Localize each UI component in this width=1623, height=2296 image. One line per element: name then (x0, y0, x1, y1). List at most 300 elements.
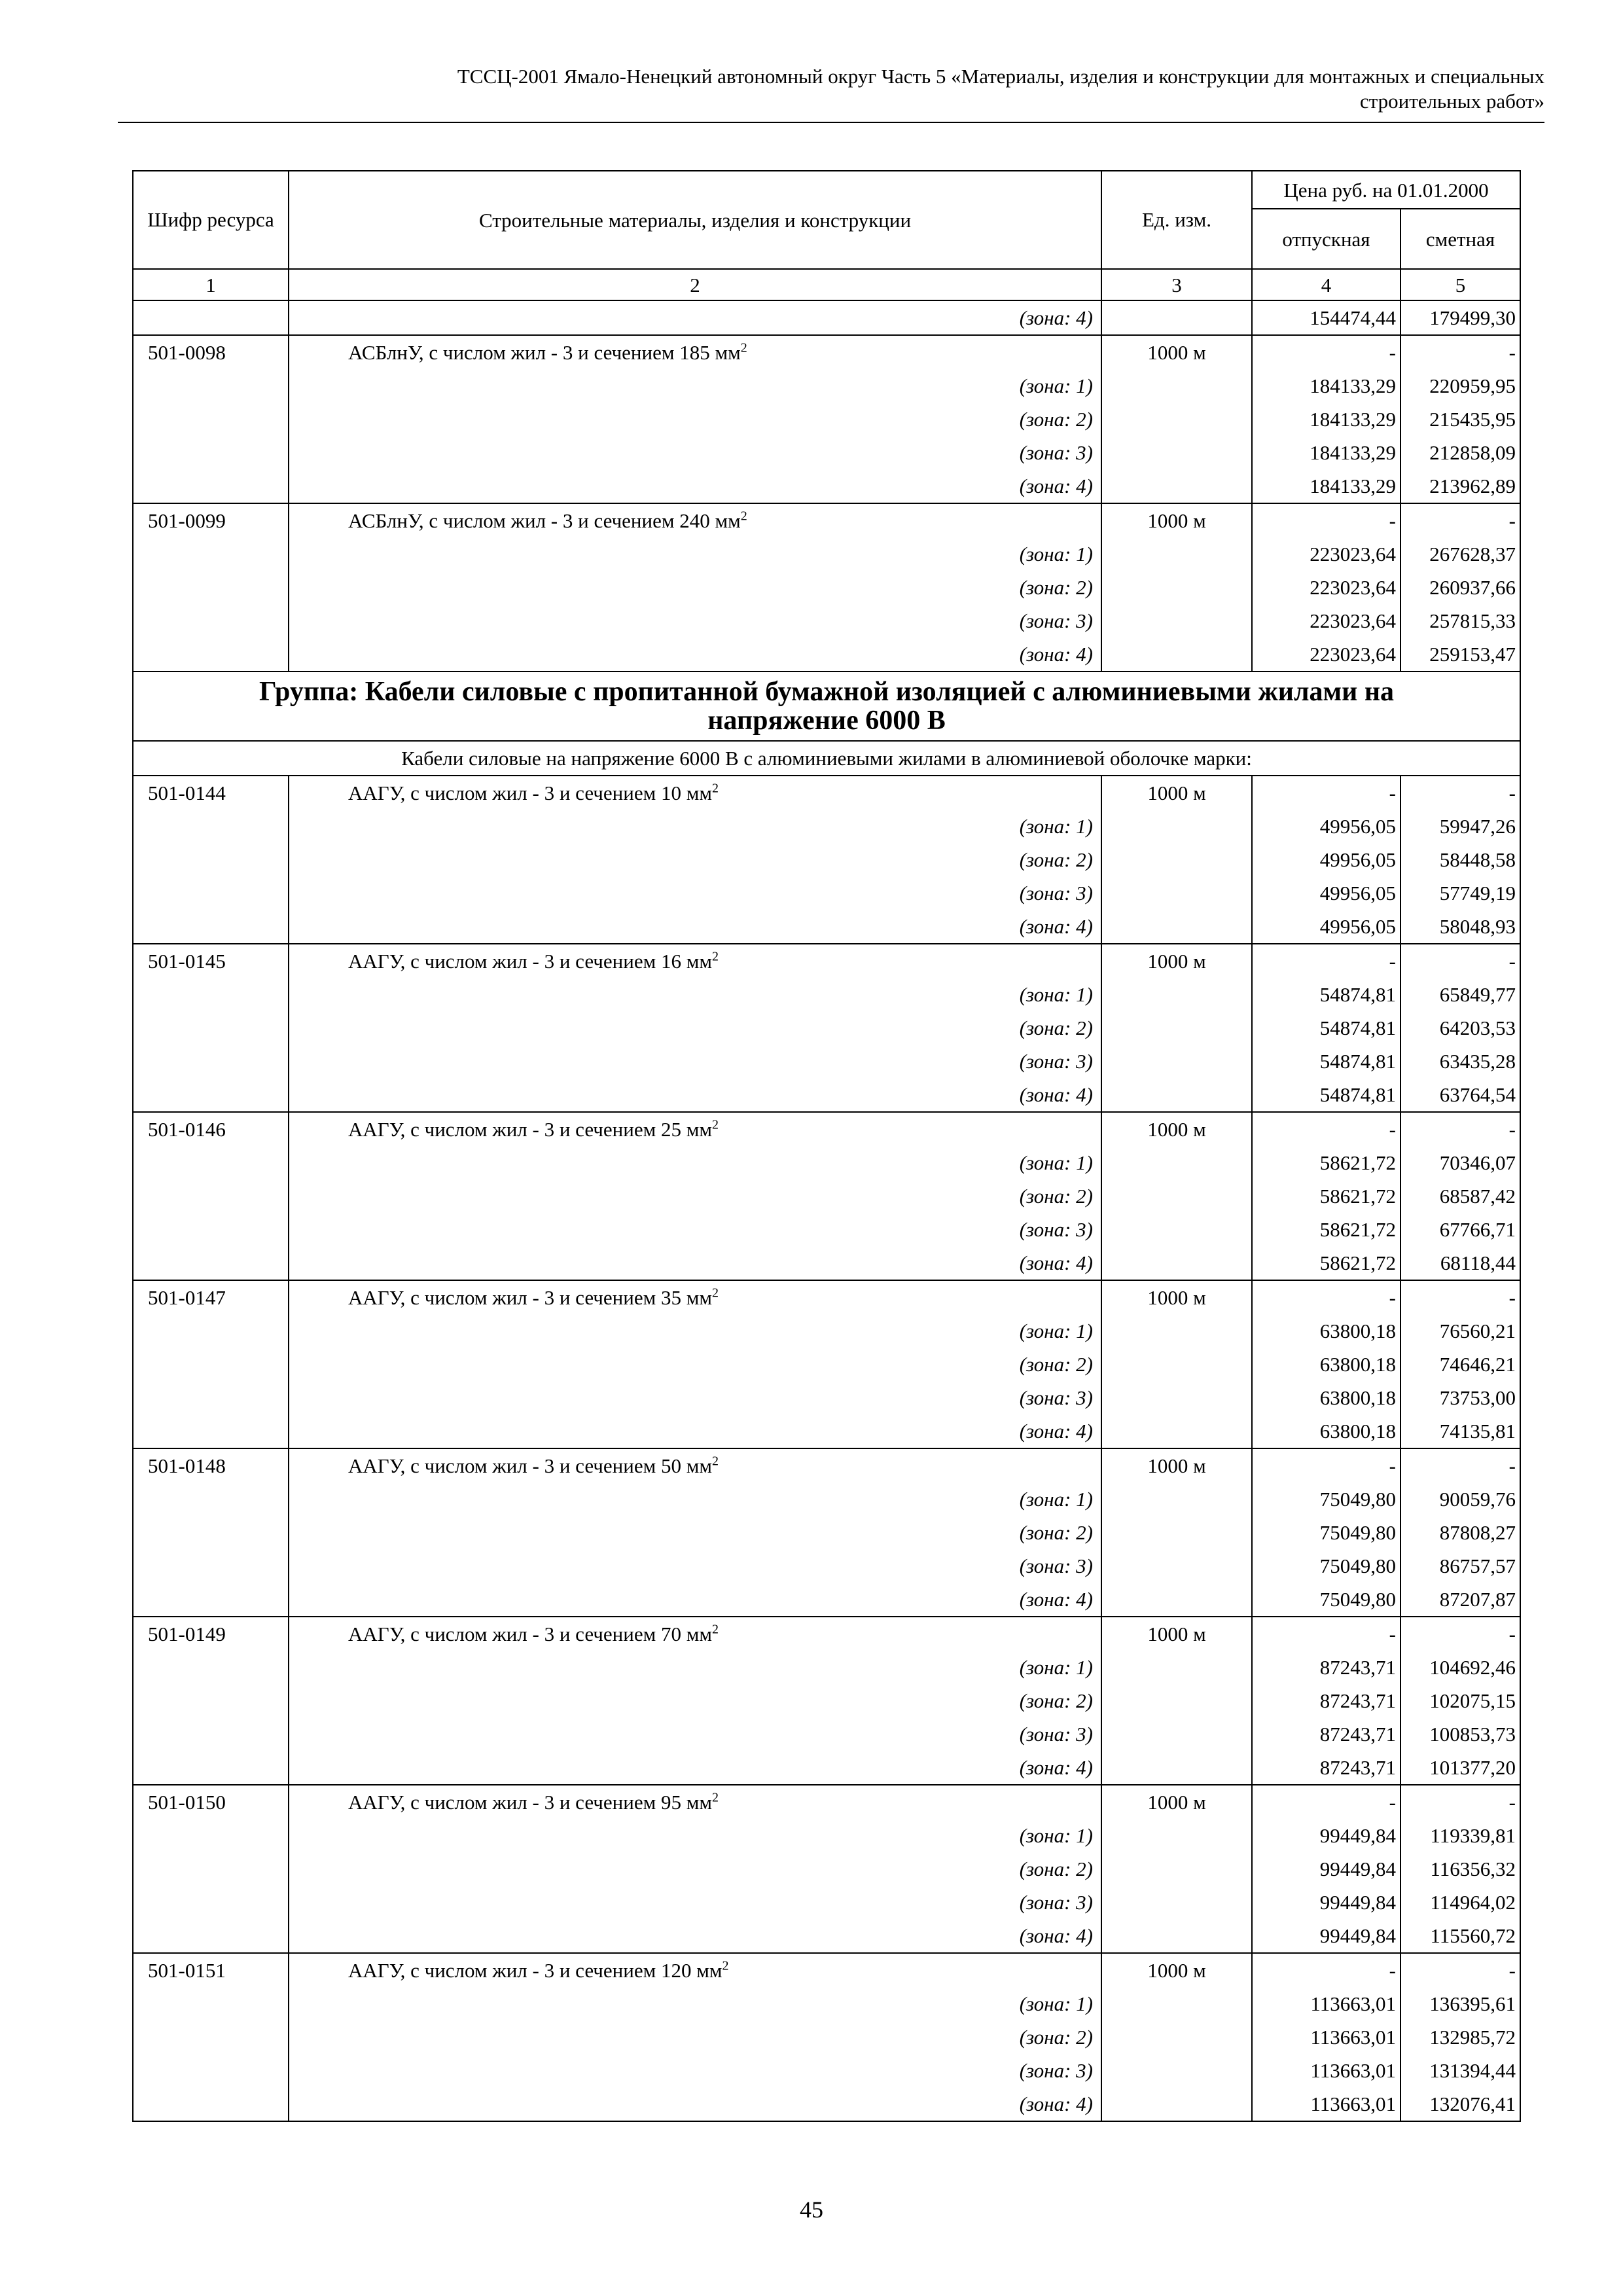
cell-code (133, 537, 289, 571)
cell-estimate-price: 132076,41 (1400, 2087, 1520, 2121)
cell-code (133, 436, 289, 469)
cell-unit (1101, 637, 1252, 672)
table-row (133, 1348, 1520, 1381)
running-header-line-2: строительных работ» (1359, 90, 1544, 113)
cell-release-price: 54874,81 (1252, 1078, 1400, 1112)
cell-unit: 1000 м (1101, 1280, 1252, 1314)
cell-estimate-price: - (1400, 776, 1520, 810)
table-row (133, 300, 1520, 335)
cell-release-price: 63800,18 (1252, 1314, 1400, 1348)
unit-superscript: 2 (711, 1790, 719, 1805)
cell-unit (1101, 1314, 1252, 1348)
col-header-estimate: сметная (1400, 209, 1520, 269)
cell-zone: (зона: 4) (289, 2087, 1101, 2121)
cell-zone: (зона: 2) (289, 571, 1101, 604)
cell-zone: (зона: 2) (289, 403, 1101, 436)
cell-code: 501-0151 (133, 1953, 289, 1987)
cell-estimate-price: 67766,71 (1400, 1213, 1520, 1246)
cell-unit (1101, 1246, 1252, 1280)
table-row (133, 1549, 1520, 1583)
cell-release-price: 63800,18 (1252, 1381, 1400, 1414)
cell-release-price: 223023,64 (1252, 571, 1400, 604)
cell-unit (1101, 1852, 1252, 1886)
unit-superscript: 2 (711, 1285, 719, 1300)
cell-code: 501-0146 (133, 1112, 289, 1146)
cell-estimate-price: 87808,27 (1400, 1516, 1520, 1549)
cell-code (133, 1583, 289, 1617)
table-row (133, 503, 1520, 537)
table-row (133, 436, 1520, 469)
cell-zone: (зона: 4) (289, 1246, 1101, 1280)
cell-code (133, 369, 289, 403)
cell-estimate-price: 64203,53 (1400, 1011, 1520, 1045)
cell-unit (1101, 843, 1252, 876)
item-name: ААГУ, с числом жил - 3 и сечением 70 мм (348, 1623, 712, 1645)
cell-estimate-price: 86757,57 (1400, 1549, 1520, 1583)
table-row (133, 1314, 1520, 1348)
cell-release-price: 113663,01 (1252, 2054, 1400, 2087)
table-row (133, 1179, 1520, 1213)
cell-code (133, 876, 289, 910)
table-row (133, 2054, 1520, 2087)
cell-code (133, 1011, 289, 1045)
cell-release-price: - (1252, 776, 1400, 810)
table-row (133, 1919, 1520, 1953)
unit-superscript: 2 (740, 340, 747, 355)
cell-unit: 1000 м (1101, 1448, 1252, 1482)
cell-zone: (зона: 1) (289, 1819, 1101, 1852)
cell-release-price: - (1252, 1112, 1400, 1146)
cell-name (289, 1953, 1101, 1987)
cell-code (133, 1987, 289, 2020)
cell-unit (1101, 403, 1252, 436)
cell-unit (1101, 1045, 1252, 1078)
cell-estimate-price: 63764,54 (1400, 1078, 1520, 1112)
cell-estimate-price: 59947,26 (1400, 810, 1520, 843)
cell-unit (1101, 1011, 1252, 1045)
cell-zone: (зона: 3) (289, 2054, 1101, 2087)
col-number-5: 5 (1400, 269, 1520, 300)
cell-release-price: - (1252, 1953, 1400, 1987)
cell-zone: (зона: 1) (289, 810, 1101, 843)
cell-code (133, 2054, 289, 2087)
col-header-unit: Ед. изм. (1101, 171, 1252, 269)
cell-estimate-price: 58048,93 (1400, 910, 1520, 944)
cell-code (133, 1919, 289, 1953)
cell-code (133, 1886, 289, 1919)
cell-release-price: 49956,05 (1252, 910, 1400, 944)
cell-release-price: 113663,01 (1252, 2087, 1400, 2121)
table-row (133, 910, 1520, 944)
cell-estimate-price: 215435,95 (1400, 403, 1520, 436)
unit-superscript: 2 (740, 509, 747, 524)
cell-unit (1101, 876, 1252, 910)
cell-zone: (зона: 4) (289, 910, 1101, 944)
cell-unit (1101, 469, 1252, 503)
cell-estimate-price: 267628,37 (1400, 537, 1520, 571)
cell-release-price: 63800,18 (1252, 1348, 1400, 1381)
table-row (133, 403, 1520, 436)
cell-zone: (зона: 1) (289, 1651, 1101, 1684)
cell-release-price: - (1252, 1448, 1400, 1482)
cell-estimate-price: 260937,66 (1400, 571, 1520, 604)
cell-name (289, 1785, 1101, 1819)
cell-code: 501-0099 (133, 503, 289, 537)
unit-superscript: 2 (722, 1958, 729, 1973)
cell-code (133, 1146, 289, 1179)
table-row (133, 1684, 1520, 1717)
cell-code (133, 571, 289, 604)
table-row (133, 1414, 1520, 1448)
cell-release-price: 58621,72 (1252, 1179, 1400, 1213)
cell-name (289, 335, 1101, 369)
table-row (133, 1448, 1520, 1482)
cell-unit: 1000 м (1101, 1785, 1252, 1819)
cell-release-price: 58621,72 (1252, 1213, 1400, 1246)
cell-unit: 1000 м (1101, 776, 1252, 810)
cell-code (133, 810, 289, 843)
cell-estimate-price: - (1400, 335, 1520, 369)
cell-code (133, 1549, 289, 1583)
header-rule (118, 122, 1544, 123)
cell-release-price: - (1252, 944, 1400, 978)
cell-zone: (зона: 1) (289, 1482, 1101, 1516)
cell-estimate-price: 76560,21 (1400, 1314, 1520, 1348)
item-name: ААГУ, с числом жил - 3 и сечением 10 мм (348, 781, 712, 804)
cell-estimate-price: - (1400, 944, 1520, 978)
table-row (133, 1045, 1520, 1078)
cell-zone: (зона: 4) (289, 1414, 1101, 1448)
items-block-a (133, 335, 1520, 672)
cell-code (133, 403, 289, 436)
col-header-code: Шифр ресурса (133, 171, 289, 269)
cell-zone: (зона: 4) (289, 637, 1101, 672)
cell-zone: (зона: 2) (289, 843, 1101, 876)
table-row (133, 810, 1520, 843)
cell-release-price: - (1252, 503, 1400, 537)
cell-unit (1101, 1414, 1252, 1448)
col-number-2: 2 (289, 269, 1101, 300)
table-row (133, 2087, 1520, 2121)
cell-zone: (зона: 4) (289, 1919, 1101, 1953)
cell-code: 501-0150 (133, 1785, 289, 1819)
cell-code (133, 1078, 289, 1112)
cell-zone: (зона: 1) (289, 1146, 1101, 1179)
table-row (133, 1852, 1520, 1886)
cell-unit (1101, 1886, 1252, 1919)
cell-unit (1101, 810, 1252, 843)
cell-unit (1101, 1482, 1252, 1516)
subgroup-row (133, 741, 1520, 776)
col-number-4: 4 (1252, 269, 1400, 300)
cell-estimate-price: 70346,07 (1400, 1146, 1520, 1179)
cell-unit (1101, 537, 1252, 571)
cell-zone: (зона: 3) (289, 604, 1101, 637)
cell-release-price: 99449,84 (1252, 1886, 1400, 1919)
cell-release-price: 87243,71 (1252, 1684, 1400, 1717)
cell-release-price: 99449,84 (1252, 1819, 1400, 1852)
cell-code (133, 1852, 289, 1886)
cell-zone: (зона: 3) (289, 1549, 1101, 1583)
cell-unit (1101, 300, 1252, 335)
cell-code (133, 1348, 289, 1381)
cell-name (289, 1280, 1101, 1314)
cell-release-price: 54874,81 (1252, 1045, 1400, 1078)
cell-name (289, 1448, 1101, 1482)
cell-code (133, 1684, 289, 1717)
cell-release-price: 99449,84 (1252, 1852, 1400, 1886)
cell-estimate-price: 213962,89 (1400, 469, 1520, 503)
table-row (133, 1213, 1520, 1246)
table-row (133, 1516, 1520, 1549)
item-name: ААГУ, с числом жил - 3 и сечением 95 мм (348, 1791, 712, 1814)
cell-unit: 1000 м (1101, 1953, 1252, 1987)
cell-code (133, 1381, 289, 1414)
cell-unit (1101, 1549, 1252, 1583)
cell-unit (1101, 910, 1252, 944)
table-row (133, 876, 1520, 910)
price-table (132, 170, 1521, 2122)
col-header-price: Цена руб. на 01.01.2000 (1252, 171, 1520, 209)
table-row (133, 1246, 1520, 1280)
unit-superscript: 2 (711, 1454, 719, 1469)
item-name: ААГУ, с числом жил - 3 и сечением 25 мм (348, 1118, 712, 1141)
cell-release-price: 87243,71 (1252, 1717, 1400, 1751)
cell-zone: (зона: 1) (289, 1314, 1101, 1348)
cell-zone: (зона: 2) (289, 1348, 1101, 1381)
table-row (133, 537, 1520, 571)
table-row (133, 1280, 1520, 1314)
cell-zone: (зона: 2) (289, 1179, 1101, 1213)
cell-estimate-price: 101377,20 (1400, 1751, 1520, 1785)
item-name: ААГУ, с числом жил - 3 и сечением 16 мм (348, 950, 712, 973)
table-row (133, 571, 1520, 604)
cell-release-price: 75049,80 (1252, 1583, 1400, 1617)
cell-unit (1101, 1919, 1252, 1953)
table-row (133, 1583, 1520, 1617)
cell-name (289, 1112, 1101, 1146)
cell-code (133, 300, 289, 335)
cell-release-price: 58621,72 (1252, 1246, 1400, 1280)
table-row (133, 1785, 1520, 1819)
cell-estimate-price: 90059,76 (1400, 1482, 1520, 1516)
cell-estimate-price: 104692,46 (1400, 1651, 1520, 1684)
cell-zone: (зона: 3) (289, 1717, 1101, 1751)
cell-zone: (зона: 4) (289, 469, 1101, 503)
cell-estimate-price: 74135,81 (1400, 1414, 1520, 1448)
cell-zone: (зона: 2) (289, 2020, 1101, 2054)
cell-release-price: 184133,29 (1252, 369, 1400, 403)
cell-estimate-price: - (1400, 1280, 1520, 1314)
item-name: ААГУ, с числом жил - 3 и сечением 120 мм (348, 1959, 722, 1982)
cell-estimate-price: 58448,58 (1400, 843, 1520, 876)
cell-estimate-price: 57749,19 (1400, 876, 1520, 910)
table-row (133, 1987, 1520, 2020)
cell-release-price: 75049,80 (1252, 1482, 1400, 1516)
cell-estimate-price: 116356,32 (1400, 1852, 1520, 1886)
cell-estimate-price: 179499,30 (1400, 300, 1520, 335)
cell-zone: (зона: 3) (289, 1045, 1101, 1078)
table-row (133, 978, 1520, 1011)
table-row (133, 1651, 1520, 1684)
cell-release-price: 49956,05 (1252, 843, 1400, 876)
cell-estimate-price: 119339,81 (1400, 1819, 1520, 1852)
cell-release-price: 113663,01 (1252, 1987, 1400, 2020)
cell-code: 501-0144 (133, 776, 289, 810)
cell-release-price: 54874,81 (1252, 1011, 1400, 1045)
cell-release-price: 58621,72 (1252, 1146, 1400, 1179)
cell-unit (1101, 571, 1252, 604)
cell-release-price: 184133,29 (1252, 403, 1400, 436)
cell-zone: (зона: 3) (289, 1213, 1101, 1246)
table-row (133, 1617, 1520, 1651)
cell-zone: (зона: 2) (289, 1852, 1101, 1886)
cell-release-price: 75049,80 (1252, 1549, 1400, 1583)
group-heading-row (133, 672, 1520, 741)
cell-name (289, 776, 1101, 810)
cell-estimate-price: 68118,44 (1400, 1246, 1520, 1280)
cell-code (133, 1819, 289, 1852)
cell-estimate-price: 259153,47 (1400, 637, 1520, 672)
cell-release-price: 184133,29 (1252, 436, 1400, 469)
group-heading-line-2: напряжение 6000 В (707, 706, 946, 736)
cell-release-price: - (1252, 335, 1400, 369)
cell-estimate-price: 87207,87 (1400, 1583, 1520, 1617)
cell-code (133, 978, 289, 1011)
group-heading (133, 672, 1520, 741)
unit-superscript: 2 (711, 949, 719, 964)
cell-code (133, 1414, 289, 1448)
cell-estimate-price: 257815,33 (1400, 604, 1520, 637)
cell-code (133, 1651, 289, 1684)
cell-unit (1101, 1179, 1252, 1213)
cell-code (133, 469, 289, 503)
cell-zone: (зона: 3) (289, 436, 1101, 469)
cell-estimate-price: 114964,02 (1400, 1886, 1520, 1919)
cell-code (133, 1751, 289, 1785)
cell-estimate-price: 65849,77 (1400, 978, 1520, 1011)
table-row (133, 469, 1520, 503)
cell-unit (1101, 436, 1252, 469)
cell-release-price: 99449,84 (1252, 1919, 1400, 1953)
cell-unit (1101, 1516, 1252, 1549)
items-block-b (133, 776, 1520, 2121)
cell-code (133, 1717, 289, 1751)
cell-unit: 1000 м (1101, 503, 1252, 537)
cell-zone: (зона: 3) (289, 876, 1101, 910)
cell-code (133, 2087, 289, 2121)
cell-release-price: 54874,81 (1252, 978, 1400, 1011)
cell-unit (1101, 1348, 1252, 1381)
cell-code: 501-0145 (133, 944, 289, 978)
cell-unit (1101, 1078, 1252, 1112)
cell-unit: 1000 м (1101, 944, 1252, 978)
cell-code (133, 1516, 289, 1549)
cell-code (133, 1482, 289, 1516)
cell-code (133, 2020, 289, 2054)
cell-zone: (зона: 3) (289, 1381, 1101, 1414)
table-head (133, 171, 1520, 300)
cell-release-price: 63800,18 (1252, 1414, 1400, 1448)
cell-code: 501-0147 (133, 1280, 289, 1314)
group-block (133, 672, 1520, 776)
table-row (133, 2020, 1520, 2054)
cell-code (133, 1045, 289, 1078)
table-row (133, 1078, 1520, 1112)
table-row (133, 1011, 1520, 1045)
cell-unit (1101, 1987, 1252, 2020)
cell-zone: (зона: 1) (289, 1987, 1101, 2020)
cell-release-price: 87243,71 (1252, 1751, 1400, 1785)
cell-zone: (зона: 1) (289, 369, 1101, 403)
cell-unit (1101, 1751, 1252, 1785)
cell-unit (1101, 369, 1252, 403)
cell-estimate-price: 63435,28 (1400, 1045, 1520, 1078)
cell-release-price: - (1252, 1785, 1400, 1819)
running-header-line-1: ТССЦ-2001 Ямало-Ненецкий автономный округ Часть 5 «Материалы, изделия и конструкции для монтажных и специальных (457, 65, 1544, 88)
cell-unit (1101, 2020, 1252, 2054)
cell-estimate-price: 220959,95 (1400, 369, 1520, 403)
cell-estimate-price: 100853,73 (1400, 1717, 1520, 1751)
cell-estimate-price: - (1400, 1112, 1520, 1146)
table-row (133, 335, 1520, 369)
cell-unit: 1000 м (1101, 1112, 1252, 1146)
cell-release-price: 223023,64 (1252, 604, 1400, 637)
cell-unit (1101, 978, 1252, 1011)
table-row (133, 1751, 1520, 1785)
cell-name (289, 1617, 1101, 1651)
table-row (133, 1886, 1520, 1919)
table-row (133, 776, 1520, 810)
cell-unit: 1000 м (1101, 335, 1252, 369)
table-row (133, 1953, 1520, 1987)
item-name: АСБлнУ, с числом жил - 3 и сечением 240 мм (348, 509, 741, 532)
cell-zone: (зона: 2) (289, 1684, 1101, 1717)
cell-zone: (зона: 2) (289, 1516, 1101, 1549)
item-name: ААГУ, с числом жил - 3 и сечением 50 мм (348, 1454, 712, 1477)
cell-unit (1101, 2054, 1252, 2087)
cell-estimate-price: - (1400, 1953, 1520, 1987)
table-row (133, 1717, 1520, 1751)
cell-zone: (зона: 4) (289, 1751, 1101, 1785)
cell-zone: (зона: 2) (289, 1011, 1101, 1045)
subgroup-heading: Кабели силовые на напряжение 6000 В с алюминиевыми жилами в алюминиевой оболочке марки: (133, 741, 1520, 776)
cell-release-price: 223023,64 (1252, 637, 1400, 672)
cell-code (133, 910, 289, 944)
col-header-name: Строительные материалы, изделия и конструкции (289, 171, 1101, 269)
cell-unit (1101, 1583, 1252, 1617)
table-row (133, 604, 1520, 637)
cell-estimate-price: 212858,09 (1400, 436, 1520, 469)
cell-estimate-price: - (1400, 1785, 1520, 1819)
cell-zone: (зона: 4) (289, 1078, 1101, 1112)
table-row (133, 1112, 1520, 1146)
table-row (133, 1381, 1520, 1414)
cell-estimate-price: 115560,72 (1400, 1919, 1520, 1953)
cell-release-price: - (1252, 1280, 1400, 1314)
col-number-1: 1 (133, 269, 289, 300)
cell-release-price: 223023,64 (1252, 537, 1400, 571)
table-row (133, 369, 1520, 403)
cell-release-price: 75049,80 (1252, 1516, 1400, 1549)
cell-release-price: 49956,05 (1252, 876, 1400, 910)
col-number-3: 3 (1101, 269, 1252, 300)
cell-estimate-price: 68587,42 (1400, 1179, 1520, 1213)
cell-code (133, 1179, 289, 1213)
cell-release-price: - (1252, 1617, 1400, 1651)
item-name: АСБлнУ, с числом жил - 3 и сечением 185 мм (348, 341, 741, 364)
cell-release-price: 113663,01 (1252, 2020, 1400, 2054)
